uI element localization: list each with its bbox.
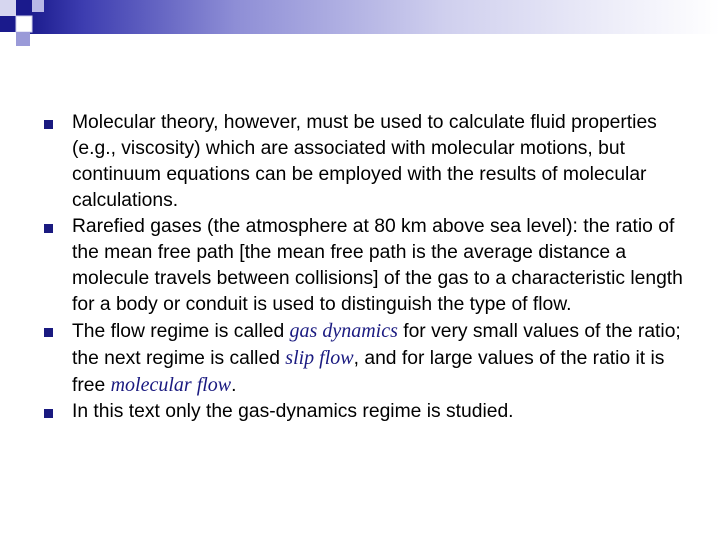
bullet-item bbox=[40, 214, 700, 318]
bullet-text: Rarefied gases (the atmosphere at 80 km above sea level): the ratio of the mean free path [the mean free path is the average distance a molecule travels between collisions] of the gas to a characteristic length for a body or conduit is used to distinguish the type of flow. bbox=[72, 216, 683, 315]
emphasized-term: molecular flow bbox=[110, 374, 232, 396]
emphasized-term: gas dynamics bbox=[289, 320, 398, 342]
square-bullet-icon bbox=[44, 120, 53, 129]
bullet-text: In this text only the gas-dynamics regime is studied. bbox=[72, 401, 514, 422]
bullet-text: . bbox=[231, 375, 237, 396]
emphasized-term: slip flow bbox=[285, 347, 354, 369]
bullet-text: for very small values of the ratio; the next regime is called bbox=[72, 321, 681, 369]
header-gradient-bar bbox=[28, 0, 720, 34]
corner-decoration bbox=[0, 0, 60, 50]
square-bullet-icon bbox=[44, 328, 53, 337]
bullet-item bbox=[40, 399, 700, 425]
square-bullet-icon bbox=[44, 409, 53, 418]
slide-body bbox=[40, 110, 700, 425]
bullet-item bbox=[40, 110, 700, 214]
bullet-item bbox=[40, 318, 700, 399]
bullet-text: Molecular theory, however, must be used to calculate fluid properties (e.g., viscosity) which are associated with molecular motions, but continuum equations can be employed with the results of molecular calculations. bbox=[72, 112, 657, 211]
square-bullet-icon bbox=[44, 224, 53, 233]
bullet-text: The flow regime is called bbox=[72, 321, 290, 342]
bullet-text: , and for large values of the ratio it is free bbox=[72, 348, 665, 396]
